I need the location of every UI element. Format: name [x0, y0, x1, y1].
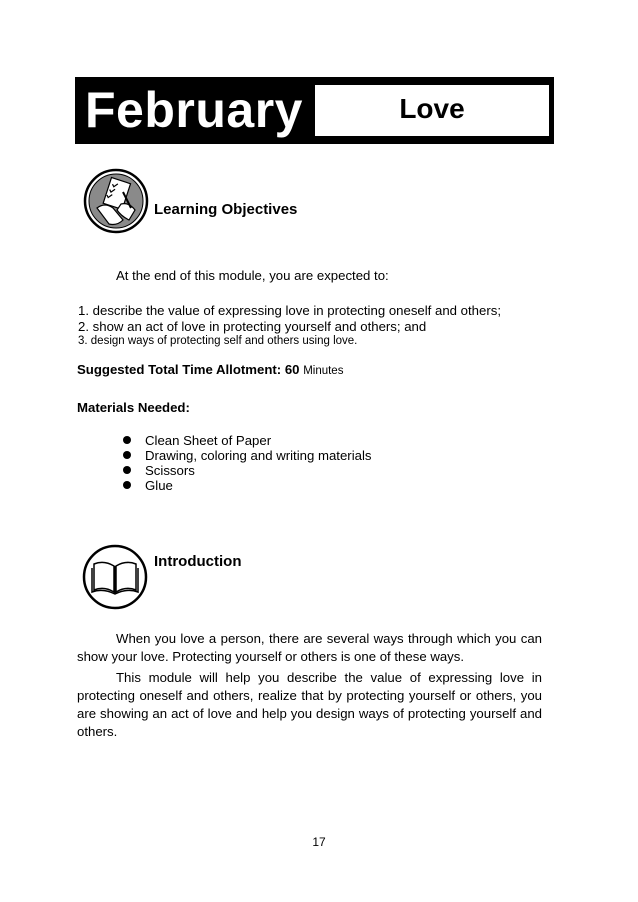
materials-list — [123, 433, 371, 493]
time-allotment — [77, 361, 343, 380]
header-banner — [75, 77, 554, 144]
list-item: Glue — [123, 478, 371, 493]
time-label: Suggested Total Time Allotment: 60 — [77, 362, 300, 377]
book-icon — [82, 544, 148, 610]
page-number: 17 — [312, 835, 326, 849]
month-title: February — [77, 79, 309, 142]
objective-item: 2. show an act of love in protecting yourself and others; and — [78, 319, 427, 334]
theme-title: Love — [313, 83, 551, 138]
objectives-intro: At the end of this module, you are expected to: — [116, 268, 389, 283]
objective-item: 1. describe the value of expressing love in protecting oneself and others; — [78, 303, 501, 318]
objectives-title: Learning Objectives — [154, 201, 298, 218]
list-item: Clean Sheet of Paper — [123, 433, 371, 448]
introduction-paragraph: When you love a person, there are several ways through which you can show your love. Protecting yourself or others is one of these ways. — [77, 631, 542, 664]
introduction-paragraph: This module will help you describe the value of expressing love in protecting oneself and others, realize that by protecting yourself or others, you are showing an act of love and help you design ways of protecting yourself and others. — [77, 670, 542, 739]
time-unit: Minutes — [303, 365, 344, 377]
introduction-title: Introduction — [154, 553, 242, 570]
objective-item: 3. design ways of protecting self and others using love. — [78, 335, 358, 347]
objectives-icon — [83, 168, 149, 234]
materials-label: Materials Needed: — [77, 400, 190, 415]
list-item: Scissors — [123, 463, 371, 478]
list-item: Drawing, coloring and writing materials — [123, 448, 371, 463]
